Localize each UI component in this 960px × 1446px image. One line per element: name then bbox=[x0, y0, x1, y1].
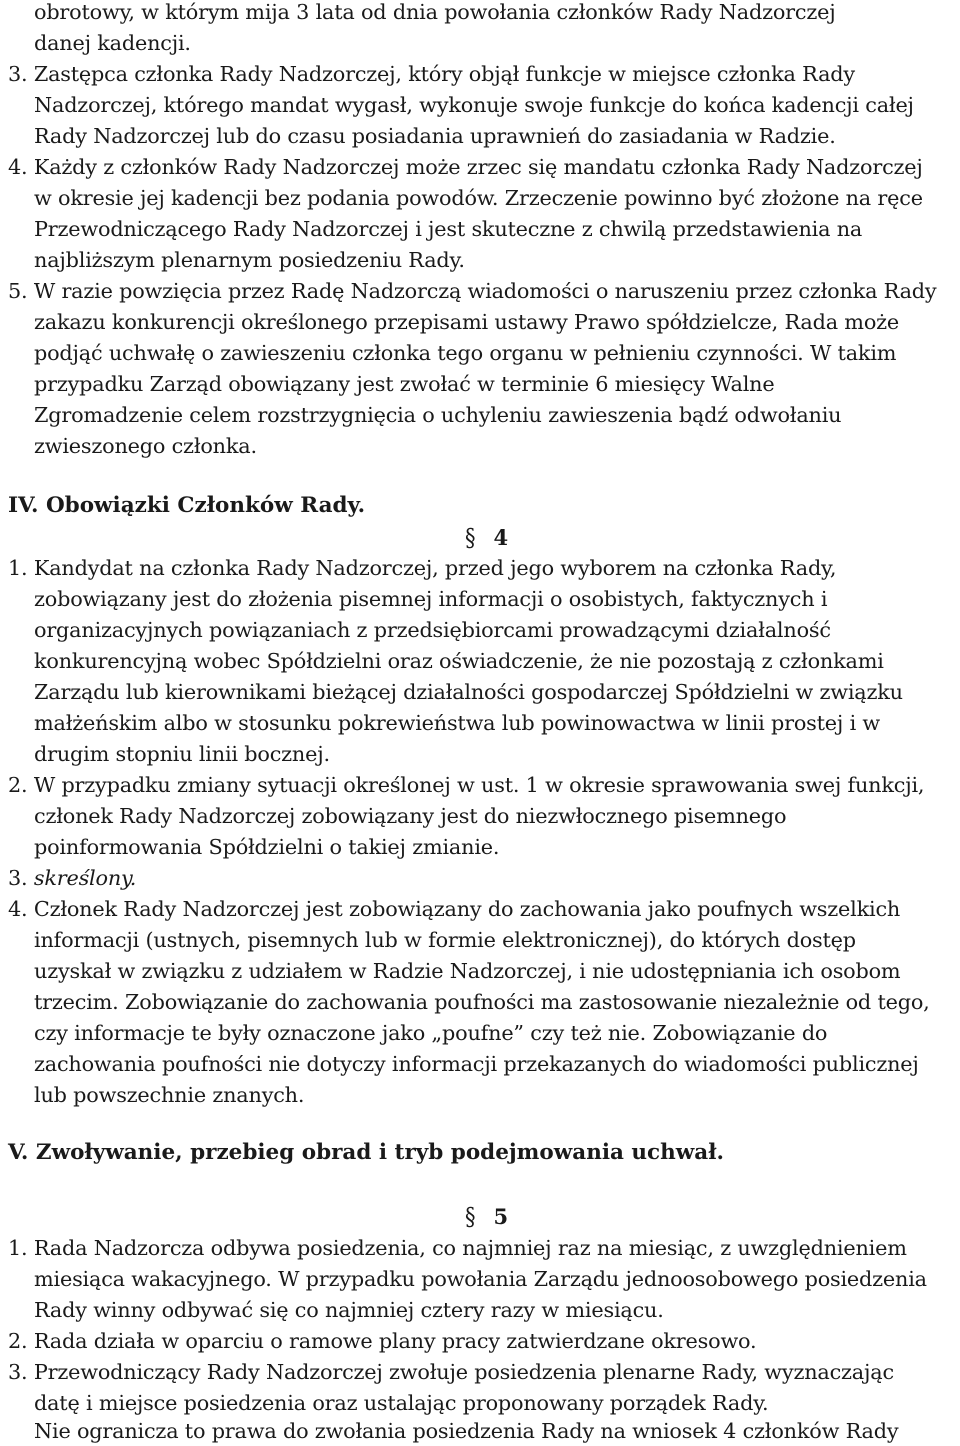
text-line: 2. W przypadku zmiany sytuacji określonej w ust. 1 w okresie sprawowania swej funkcji, bbox=[8, 773, 925, 797]
text-line: członek Rady Nadzorczej zobowiązany jest do niezwłocznego pisemnego bbox=[34, 804, 787, 828]
text-line: organizacyjnych powiązaniach z przedsiębiorcami prowadzącymi działalność bbox=[34, 618, 831, 642]
text-line: Zgromadzenie celem rozstrzygnięcia o uchyleniu zawieszenia bądź odwołaniu bbox=[34, 403, 842, 427]
struck-item-label: skreślony. bbox=[33, 866, 137, 890]
text-line: danej kadencji. bbox=[34, 31, 191, 55]
text-line: zakazu konkurencji określonego przepisami ustawy Prawo spółdzielcze, Rada może bbox=[34, 310, 900, 334]
text-line: datę i miejsce posiedzenia oraz ustalając proponowany porządek Rady. bbox=[34, 1391, 769, 1415]
text-line: 1. Kandydat na członka Rady Nadzorczej, przed jego wyborem na członka Rady, bbox=[8, 556, 837, 580]
section-sign-symbol: § bbox=[465, 524, 476, 552]
text-line: Rady winny odbywać się co najmniej cztery razy w miesiącu. bbox=[34, 1298, 664, 1322]
text-line: 5. W razie powzięcia przez Radę Nadzorczą wiadomości o naruszeniu przez członka Rady bbox=[8, 279, 937, 303]
text-line: Nie ogranicza to prawa do zwołania posiedzenia Rady na wniosek 4 członków Rady bbox=[34, 1419, 899, 1443]
text-line: zwieszonego członka. bbox=[34, 434, 257, 458]
text-line: 3. Zastępca członka Rady Nadzorczej, który objął funkcje w miejsce członka Rady bbox=[8, 62, 855, 86]
text-line: poinformowania Spółdzielni o takiej zmianie. bbox=[34, 835, 500, 859]
text-line: konkurencyjną wobec Spółdzielni oraz oświadczenie, że nie pozostają z członkami bbox=[34, 649, 884, 673]
paragraph-number: 4 bbox=[493, 525, 509, 550]
text-line: zobowiązany jest do złożenia pisemnej informacji o osobistych, faktycznych i bbox=[34, 587, 828, 611]
text-line: 4. Członek Rady Nadzorczej jest zobowiązany do zachowania jako poufnych wszelkich bbox=[8, 897, 901, 921]
text-line: czy informacje te były oznaczone jako „poufne” czy też nie. Zobowiązanie do bbox=[34, 1021, 828, 1045]
text-line: Przewodniczącego Rady Nadzorczej i jest skuteczne z chwilą przedstawienia na bbox=[34, 217, 863, 241]
text-line: Zarządu lub kierownikami bieżącej działalności gospodarczej Spółdzielni w związku bbox=[34, 680, 903, 704]
text-line: 2. Rada działa w oparciu o ramowe plany pracy zatwierdzane okresowo. bbox=[8, 1329, 757, 1353]
text-line bbox=[8, 868, 136, 889]
item-number: 3. bbox=[8, 866, 34, 890]
section-sign-symbol: § bbox=[465, 1203, 476, 1231]
text-line: informacji (ustnych, pisemnych lub w formie elektronicznej), do których dostęp bbox=[34, 928, 856, 952]
section-heading: V. Zwoływanie, przebieg obrad i tryb podejmowania uchwał. bbox=[8, 1140, 724, 1165]
text-line: najbliższym plenarnym posiedzeniu Rady. bbox=[34, 248, 465, 272]
text-line: drugim stopniu linii bocznej. bbox=[34, 742, 330, 766]
text-line: miesiąca wakacyjnego. W przypadku powołania Zarządu jednoosobowego posiedzenia bbox=[34, 1267, 927, 1291]
text-line: obrotowy, w którym mija 3 lata od dnia powołania członków Rady Nadzorczej bbox=[34, 0, 836, 24]
text-line: 4. Każdy z członków Rady Nadzorczej może zrzec się mandatu członka Rady Nadzorczej bbox=[8, 155, 923, 179]
text-line: podjąć uchwałę o zawieszeniu członka tego organu w pełnieniu czynności. W takim bbox=[34, 341, 897, 365]
text-line: uzyskał w związku z udziałem w Radzie Nadzorczej, i nie udostępniania ich osobom bbox=[34, 959, 901, 983]
paragraph-mark bbox=[465, 524, 509, 552]
text-line: trzecim. Zobowiązanie do zachowania poufności ma zastosowanie niezależnie od tego, bbox=[34, 990, 930, 1014]
section-heading: IV. Obowiązki Członków Rady. bbox=[8, 493, 366, 518]
paragraph-number: 5 bbox=[493, 1204, 509, 1229]
text-line: małżeńskim albo w stosunku pokrewieństwa lub powinowactwa w linii prostej i w bbox=[34, 711, 881, 735]
text-line: w okresie jej kadencji bez podania powodów. Zrzeczenie powinno być złożone na ręce bbox=[34, 186, 923, 210]
text-line: 3. Przewodniczący Rady Nadzorczej zwołuje posiedzenia plenarne Rady, wyznaczając bbox=[8, 1360, 894, 1384]
text-line: 1. Rada Nadzorcza odbywa posiedzenia, co najmniej raz na miesiąc, z uwzględnieniem bbox=[8, 1236, 907, 1260]
text-line: zachowania poufności nie dotyczy informacji przekazanych do wiadomości publicznej bbox=[34, 1052, 919, 1076]
text-line: Rady Nadzorczej lub do czasu posiadania uprawnień do zasiadania w Radzie. bbox=[34, 124, 836, 148]
text-line: przypadku Zarząd obowiązany jest zwołać w terminie 6 miesięcy Walne bbox=[34, 372, 775, 396]
text-line: lub powszechnie znanych. bbox=[34, 1083, 305, 1107]
paragraph-mark bbox=[465, 1203, 509, 1231]
text-line: Nadzorczej, którego mandat wygasł, wykonuje swoje funkcje do końca kadencji całej bbox=[34, 93, 914, 117]
